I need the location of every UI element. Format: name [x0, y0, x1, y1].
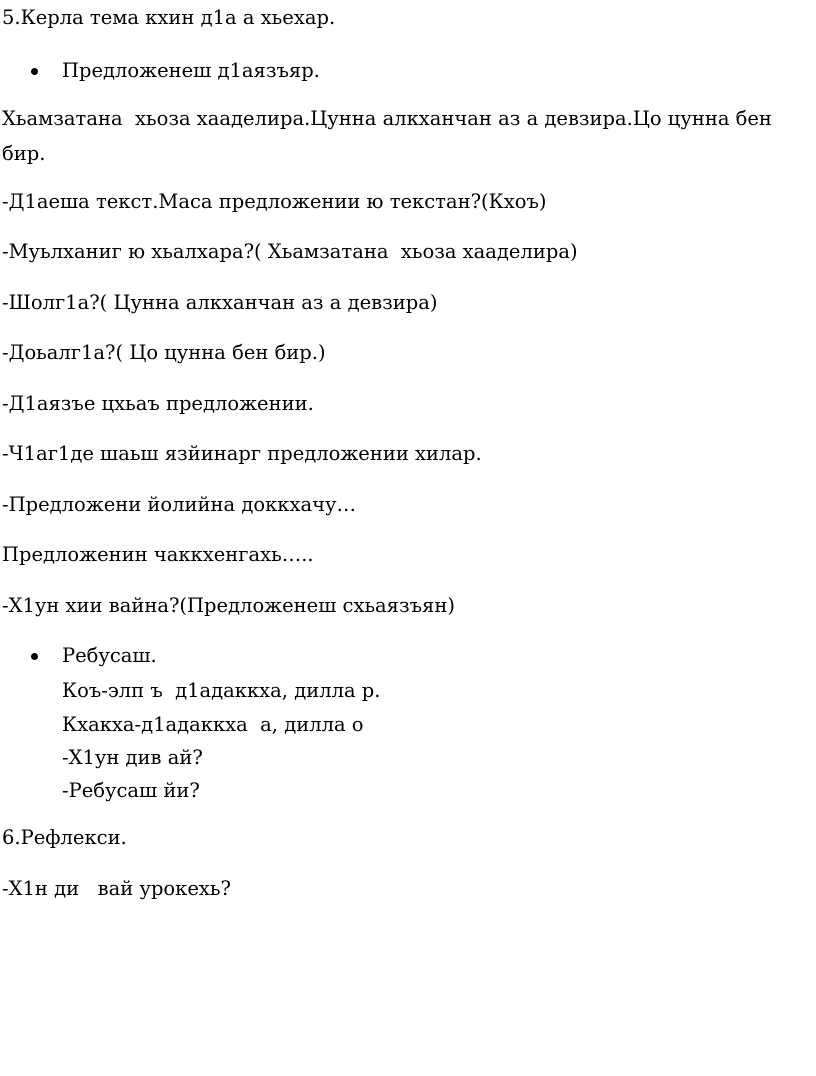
rebus-line-1: Коъ-элп ъ д1адаккха, дилла р. [62, 679, 381, 702]
rebus-line-3: -Х1ун див ай? [62, 746, 203, 769]
rebus-line-2: Кхакха-д1адаккха а, дилла о [62, 713, 364, 736]
question-9: -Х1ун хии вайна?(Предложенеш схьаязъян) [2, 594, 455, 617]
question-5: -Д1аязъе цхьаъ предложении. [2, 392, 314, 415]
section-5-heading: 5.Керла тема кхин д1а а хьехар. [2, 6, 336, 29]
question-7: -Предложени йолийна доккхачу… [2, 493, 356, 516]
question-6: -Ч1аг1де шаьш язйинарг предложении хилар. [2, 442, 482, 465]
final-question: -Х1н ди вай урокехь? [2, 877, 231, 900]
bullet-item-rebus: Ребусаш. [62, 644, 157, 667]
paragraph-line-1: Хьамзатана хьоза хааделира.Цунна алкханчан аз а девзира.Цо цунна бен [2, 107, 772, 130]
rebus-line-4: -Ребусаш йи? [62, 779, 200, 802]
question-8: Предложенин чаккхенгахь….. [2, 543, 314, 566]
bullet-item-sentences: Предложенеш д1аязъяр. [62, 59, 320, 82]
section-6-heading: 6.Рефлекси. [2, 826, 127, 849]
question-3: -Шолг1а?( Цунна алкханчан аз а девзира) [2, 291, 438, 314]
question-1: -Д1аеша текст.Маса предложении ю текстан?(Кхоъ) [2, 190, 547, 213]
question-2: -Муьлханиг ю хьалхара?( Хьамзатана хьоза хааделира) [2, 240, 578, 263]
bullet-icon [31, 653, 38, 660]
question-4: -Доьалг1а?( Цо цунна бен бир.) [2, 341, 326, 364]
paragraph-line-2: бир. [2, 142, 46, 165]
bullet-icon [31, 68, 38, 75]
